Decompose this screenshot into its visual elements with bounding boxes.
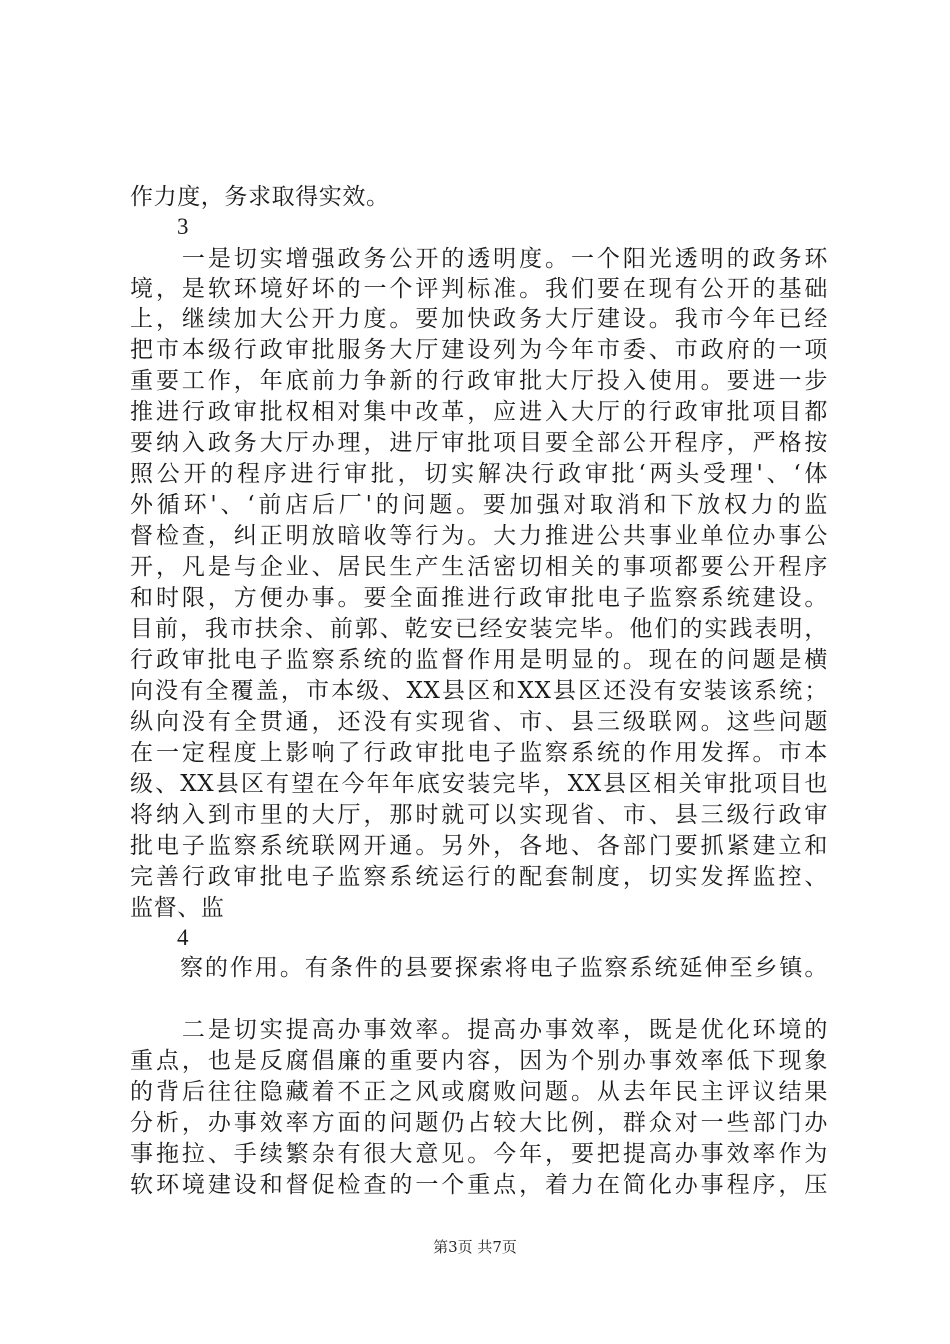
text-line: 分析，办事效率方面的问题仍占较大比例，群众对一些部门办 bbox=[130, 1110, 828, 1136]
text-line: 要纳入政务大厅办理，进厅审批项目要全部公开程序，严格按 bbox=[130, 430, 828, 456]
text-line: 作力度，务求取得实效。 bbox=[130, 184, 390, 210]
text-line: 监督、监 bbox=[130, 895, 225, 921]
text-line: 纵向没有全贯通，还没有实现省、市、县三级联网。这些问题 bbox=[130, 709, 828, 735]
text-line: 在一定程度上影响了行政审批电子监察系统的作用发挥。市本 bbox=[130, 740, 828, 766]
text-line: 上，继续加大公开力度。要加快政务大厅建设。我市今年已经 bbox=[130, 306, 828, 332]
page-number-marker: 3 bbox=[177, 214, 190, 239]
page-number-marker: 4 bbox=[177, 925, 190, 950]
text-line: 完善行政审批电子监察系统运行的配套制度，切实发挥监控、 bbox=[130, 864, 828, 890]
text-line: 行政审批电子监察系统的监督作用是明显的。现在的问题是横 bbox=[130, 647, 828, 673]
text-line: 事拖拉、手续繁杂有很大意见。今年，要把提高办事效率作为 bbox=[130, 1141, 828, 1167]
text-line: 将纳入到市里的大厅，那时就可以实现省、市、县三级行政审 bbox=[130, 802, 828, 828]
text-line: 重要工作，年底前力争新的行政审批大厅投入使用。要进一步 bbox=[130, 368, 828, 394]
text-line: 照公开的程序进行审批，切实解决行政审批‘两头受理'、‘体 bbox=[130, 461, 828, 487]
text-line: 督检查，纠正明放暗收等行为。大力推进公共事业单位办事公 bbox=[130, 523, 828, 549]
text-line: 外循环'、‘前店后厂'的问题。要加强对取消和下放权力的监 bbox=[130, 492, 828, 518]
text-line: 向没有全覆盖，市本级、XX县区和XX县区还没有安装该系统； bbox=[130, 678, 828, 704]
text-line: 重点，也是反腐倡廉的重要内容，因为个别办事效率低下现象 bbox=[130, 1048, 828, 1074]
text-line: 把市本级行政审批服务大厅建设列为今年市委、市政府的一项 bbox=[130, 337, 828, 363]
text-line: 推进行政审批权相对集中改革，应进入大厅的行政审批项目都 bbox=[130, 399, 828, 425]
text-line: 和时限，方便办事。要全面推进行政审批电子监察系统建设。 bbox=[130, 585, 828, 611]
text-line: 察的作用。有条件的县要探索将电子监察系统延伸至乡镇。 bbox=[130, 955, 828, 981]
text-line: 软环境建设和督促检查的一个重点，着力在简化办事程序，压 bbox=[130, 1172, 828, 1198]
text-line: 级、XX县区有望在今年年底安装完毕，XX县区相关审批项目也 bbox=[130, 771, 828, 797]
text-line: 目前，我市扶余、前郭、乾安已经安装完毕。他们的实践表明， bbox=[130, 616, 828, 642]
text-line: 的背后往往隐藏着不正之风或腐败问题。从去年民主评议结果 bbox=[130, 1079, 828, 1105]
text-line: 开，凡是与企业、居民生产生活密切相关的事项都要公开程序 bbox=[130, 554, 828, 580]
text-line: 一是切实增强政务公开的透明度。一个阳光透明的政务环 bbox=[130, 246, 828, 272]
text-line: 二是切实提高办事效率。提高办事效率，既是优化环境的 bbox=[130, 1017, 828, 1043]
page-footer: 第3页 共7页 bbox=[433, 1238, 517, 1256]
text-line: 境，是软环境好坏的一个评判标准。我们要在现有公开的基础 bbox=[130, 276, 828, 302]
text-line: 批电子监察系统联网开通。另外，各地、各部门要抓紧建立和 bbox=[130, 833, 828, 859]
